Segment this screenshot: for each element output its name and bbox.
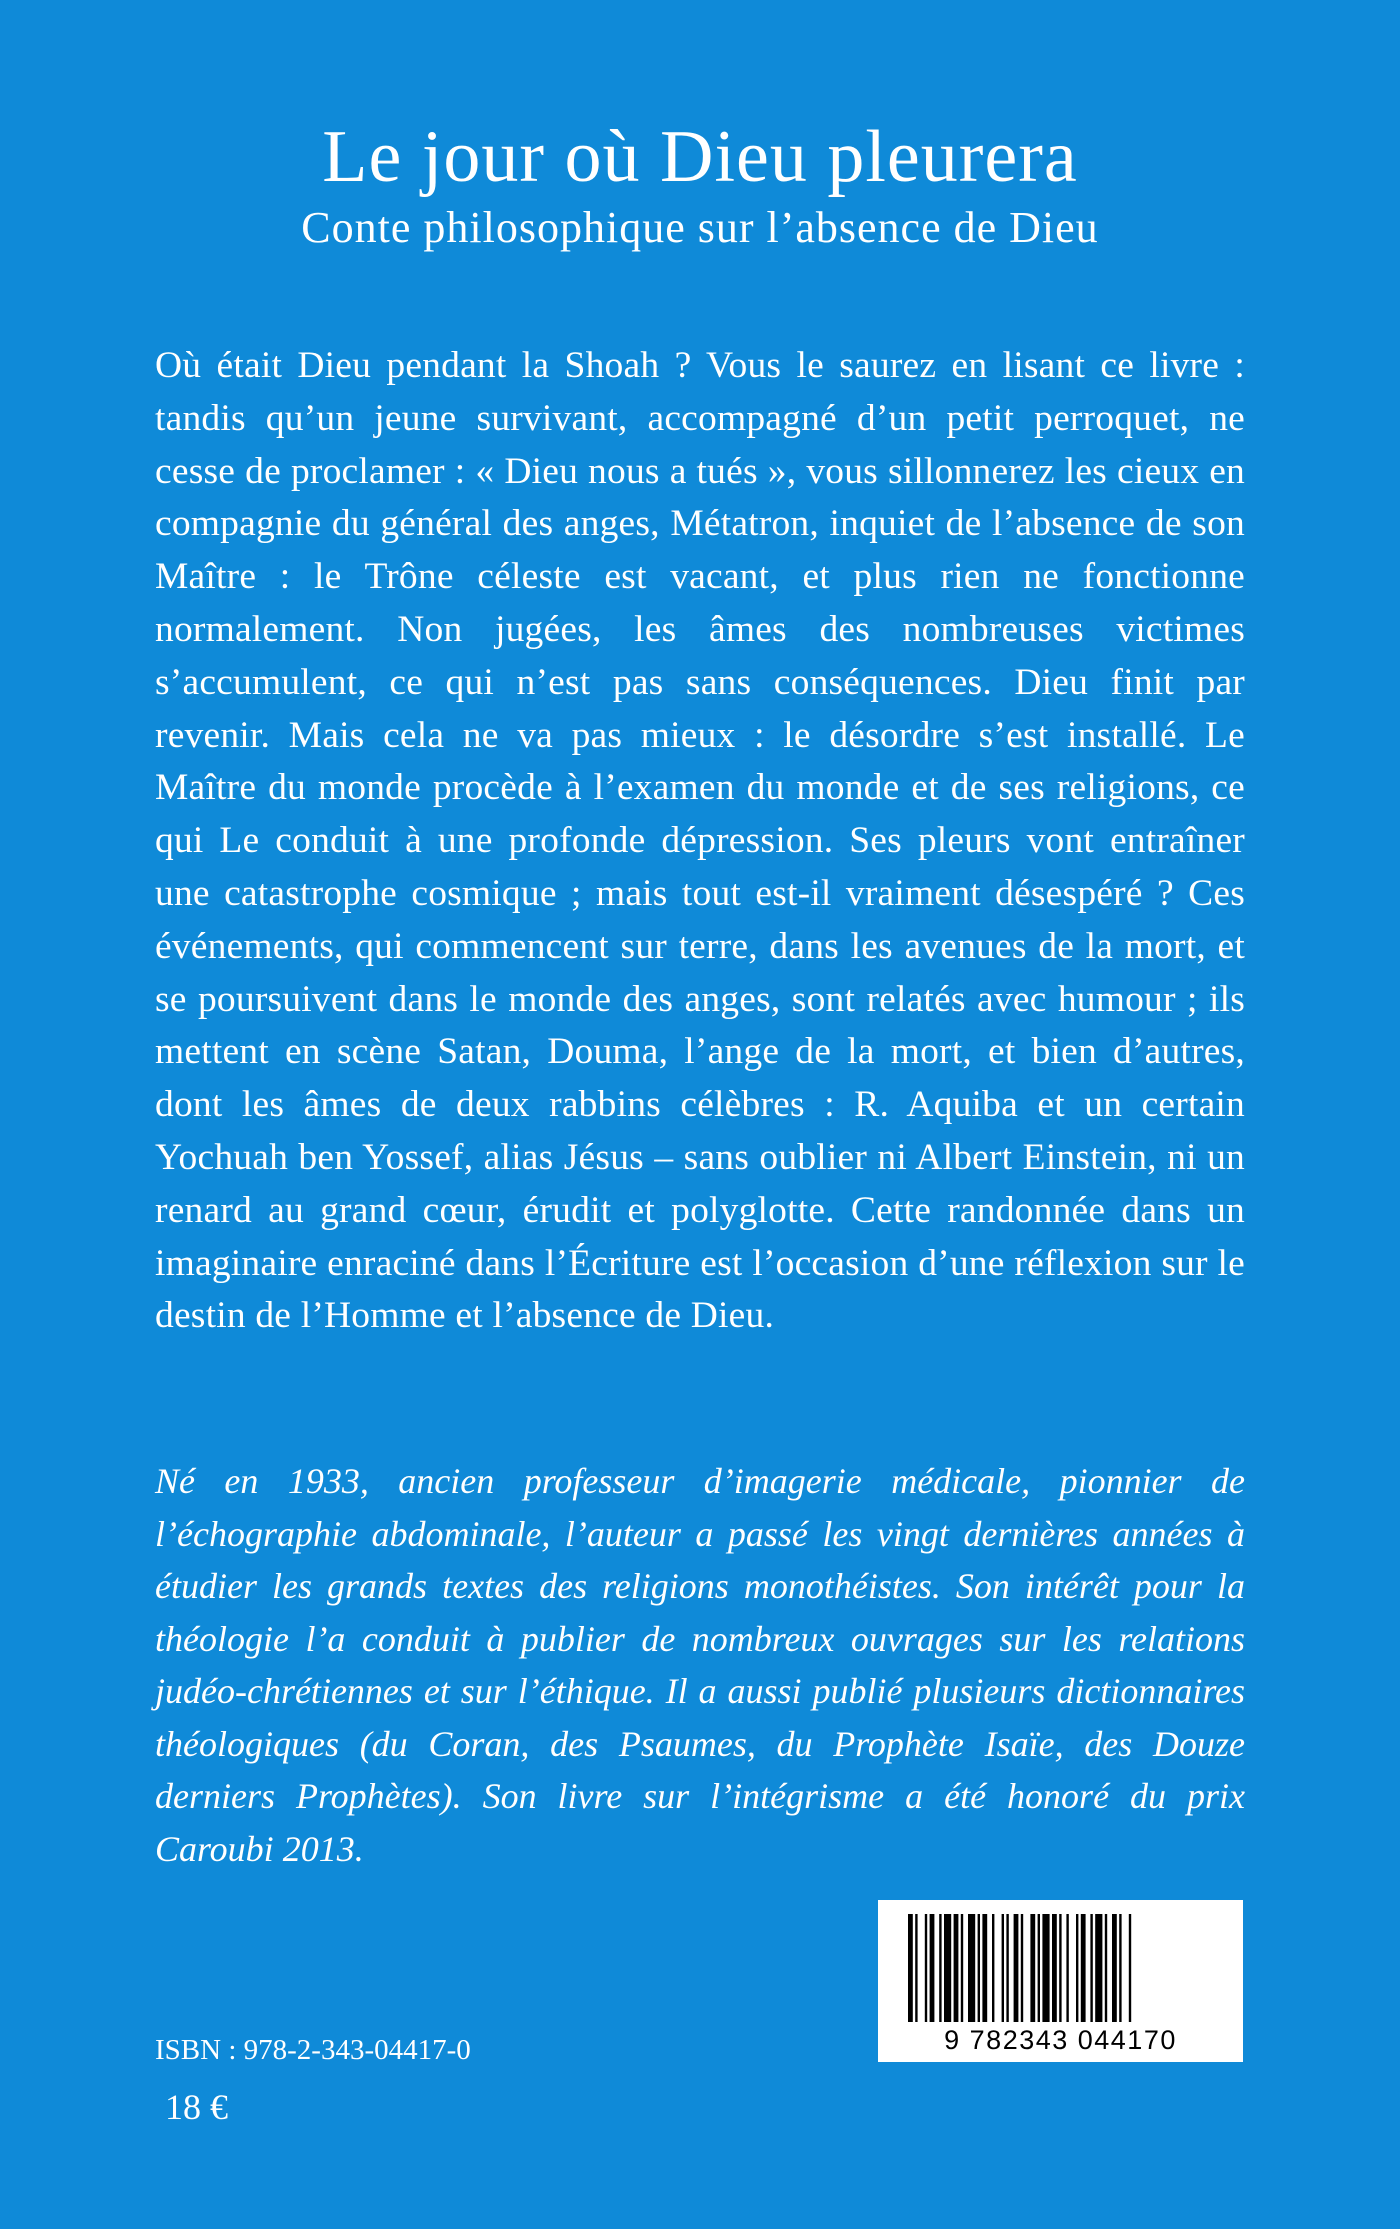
barcode-bar [1059, 1914, 1061, 2022]
barcode-bar [992, 1914, 994, 2022]
barcode-bar [944, 1914, 951, 2022]
price: 18 € [165, 2087, 228, 2127]
barcode-bar [954, 1914, 959, 2022]
barcode-bar [915, 1914, 917, 2022]
barcode-bar [1002, 1914, 1004, 2022]
barcode-bar [1081, 1914, 1086, 2022]
isbn: ISBN : 978-2-343-04417-0 [155, 2034, 471, 2066]
barcode-bar [1066, 1914, 1068, 2022]
barcode-bar [1105, 1914, 1107, 2022]
barcode-bar [961, 1914, 963, 2022]
book-summary: Où était Dieu pendant la Shoah ? Vous le saurez en lisant ce livre : tandis qu’un jeune survivant, accompagné d’un petit perroquet, ne cesse de proclamer : « Dieu nous a tués », vous sillonnerez les cieux en compagnie du général des anges, Métatron, inquiet de l’absence de son Maître : le Trône céleste est vacant, et plus rien ne fonctionne normalement. Non jugées, les âmes des nombreuses victimes s’accumulent, ce qui n’est pas sans conséquences. Dieu finit par revenir. Mais cela ne va pas mieux : le désordre s’est installé. Le Maître du monde procède à l’examen du monde et de ses religions, ce qui Le conduit à une profonde dépression. Ses pleurs vont entraîner une catastrophe cosmique ; mais tout est-il vraiment désespéré ? Ces événements, qui commencent sur terre, dans les avenues de la mort, et se poursuivent dans le monde des anges, sont relatés avec humour ; ils mettent en scène Satan, Douma, l’ange de la mort, et bien d’autres, dont les âmes de deux rabbins célèbres : R. Aquiba et un certain Yochuah ben Yossef, alias Jésus – sans oublier ni Albert Einstein, ni un renard au grand cœur, érudit et polyglotte. Cette randonnée dans un imaginaire enraciné dans l’Écriture est l’occasion d’une réflexion sur le destin de l’Homme et l’absence de Dieu. [155, 345, 1245, 1337]
barcode-bar [1006, 1914, 1008, 2022]
barcode-bar [1119, 1914, 1121, 2022]
barcode-bar [982, 1914, 987, 2022]
barcode-bar [1052, 1914, 1057, 2022]
barcode-bar [1076, 1914, 1078, 2022]
barcode-bar [1112, 1914, 1117, 2022]
barcode-digits: 9 782343 044170 [944, 2025, 1177, 2055]
barcode-bar [1090, 1914, 1092, 2022]
barcode-bar [1038, 1914, 1040, 2022]
author-bio: Né en 1933, ancien professeur d’imagerie médicale, pionnier de l’échographie abdominale, l’auteur a passé les vingt dernières années à étudier les grands textes des religions monothéistes. Son intérêt pour la théologie l’a conduit à publier de nombreux ouvrages sur les relations judéo-chrétiennes et sur l’éthique. Il a aussi publié plusieurs dictionnaires théologiques (du Coran, des Psaumes, du Prophète Isaïe, des Douze derniers Prophètes). Son livre sur l’intégrisme a été honoré du prix Caroubi 2013. [155, 1461, 1245, 1869]
barcode-bar [930, 1914, 935, 2022]
barcode [878, 1900, 1243, 2062]
barcode-bar [1021, 1914, 1023, 2022]
barcode-bar [925, 1914, 927, 2022]
book-subtitle: Conte philosophique sur l’absence de Dieu [301, 203, 1099, 252]
book-title: Le jour où Dieu pleurera [322, 116, 1078, 198]
barcode-bar [1129, 1914, 1131, 2022]
barcode-bar [1042, 1914, 1049, 2022]
barcode-bar [978, 1914, 980, 2022]
barcode-bar [939, 1914, 941, 2022]
barcode-bar [968, 1914, 975, 2022]
barcode-bar [1030, 1914, 1035, 2022]
barcode-bar [908, 1914, 913, 2022]
barcode-bar [1014, 1914, 1019, 2022]
barcode-bar [1095, 1914, 1102, 2022]
